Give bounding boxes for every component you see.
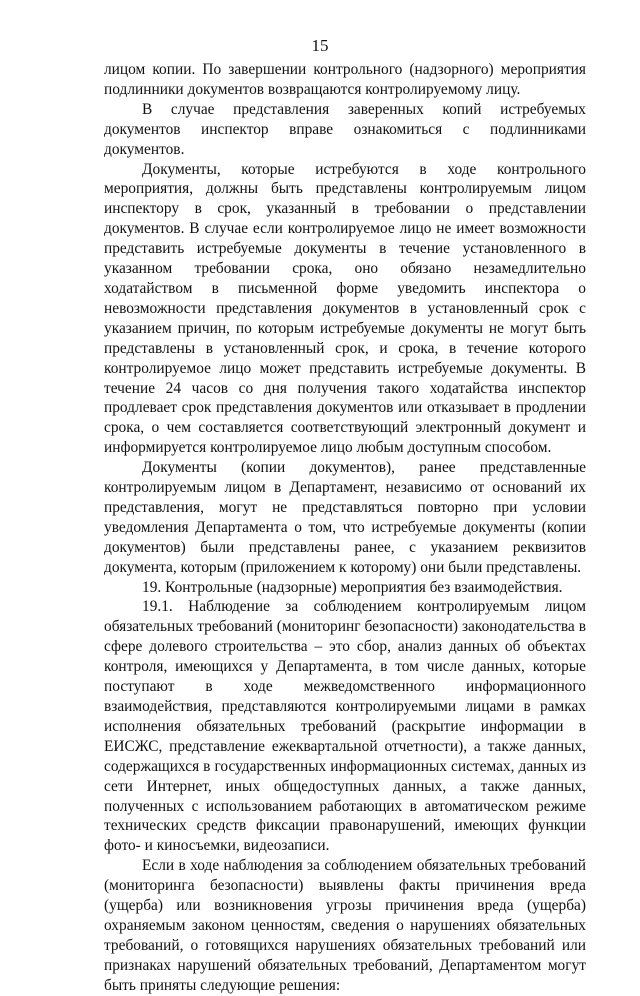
document-body <box>104 60 586 996</box>
page-number: 15 <box>311 36 329 55</box>
paragraph-previously-submitted: Документы (копии документов), ранее представленные контролируемым лицом в Департамент, независимо от оснований их представления, могут не представляться повторно при условии уведомления Департамента о том, что истребуемые документы (копии документов) были представлены ранее, с указанием реквизитов документа, которым (приложением к которому) они были представлены. <box>104 459 586 576</box>
paragraph-return-of-originals: лицом копии. По завершении контрольного (надзорного) мероприятия подлинники документов возвращаются контролируемому лицу. <box>104 61 586 98</box>
paragraph-certified-copies: В случае представления заверенных копий истребуемых документов инспектор вправе ознакомиться с подлинниками документов. <box>104 100 586 158</box>
paragraph-19-1-monitoring: 19.1. Наблюдение за соблюдением контролируемым лицом обязательных требований (мониторинг безопасности) законодательства в сфере долевого строительства – это сбор, анализ данных об объектах контроля, имеющихся у Департамента, в том числе данных, которые поступают в ходе межведомственного информационного взаимодействия, представляются контролируемыми лицами в рамках исполнения обязательных требований (раскрытие информации в ЕИСЖС, представление ежеквартальной отчетности), а также данных, содержащихся в государственных информационных системах, данных из сети Интернет, иных общедоступных данных, а также данных, полученных с использованием работающих в автоматическом режиме технических средств фиксации правонарушений, имеющих функции фото- и киносъемки, видеозаписи. <box>104 598 586 855</box>
section-heading-19: 19. Контрольные (надзорные) мероприятия без взаимодействия. <box>142 578 563 596</box>
paragraph-document-deadline: Документы, которые истребуются в ходе контрольного мероприятия, должны быть представлены контролируемым лицом инспектору в срок, указанный в требовании о представлении документов. В случае если контролируемое лицо не имеет возможности представить истребуемые документы в течение установленного в указанном требовании срока, оно обязано незамедлительно ходатайством в письменной форме уведомить инспектора о невозможности представления документов в установленный срок с указанием причин, по которым истребуемые документы не могут быть представлены в установленный срок, и срока, в течение которого контролируемое лицо может представить истребуемые документы. В течение 24 часов со дня получения такого ходатайства инспектор продлевает срок представления документов или отказывает в продлении срока, о чем составляется соответствующий электронный документ и информируется контролируемое лицо любым доступным способом. <box>104 160 586 457</box>
paragraph-monitoring-decisions: Если в ходе наблюдения за соблюдением обязательных требований (мониторинга безопасности) выявлены факты причинения вреда (ущерба) или возникновения угрозы причинения вреда (ущерба) охраняемым законом ценностям, сведения о нарушениях обязательных требований, о готовящихся нарушениях обязательных требований или признаках нарушений обязательных требований, Департаментом могут быть приняты следующие решения: <box>104 857 586 994</box>
